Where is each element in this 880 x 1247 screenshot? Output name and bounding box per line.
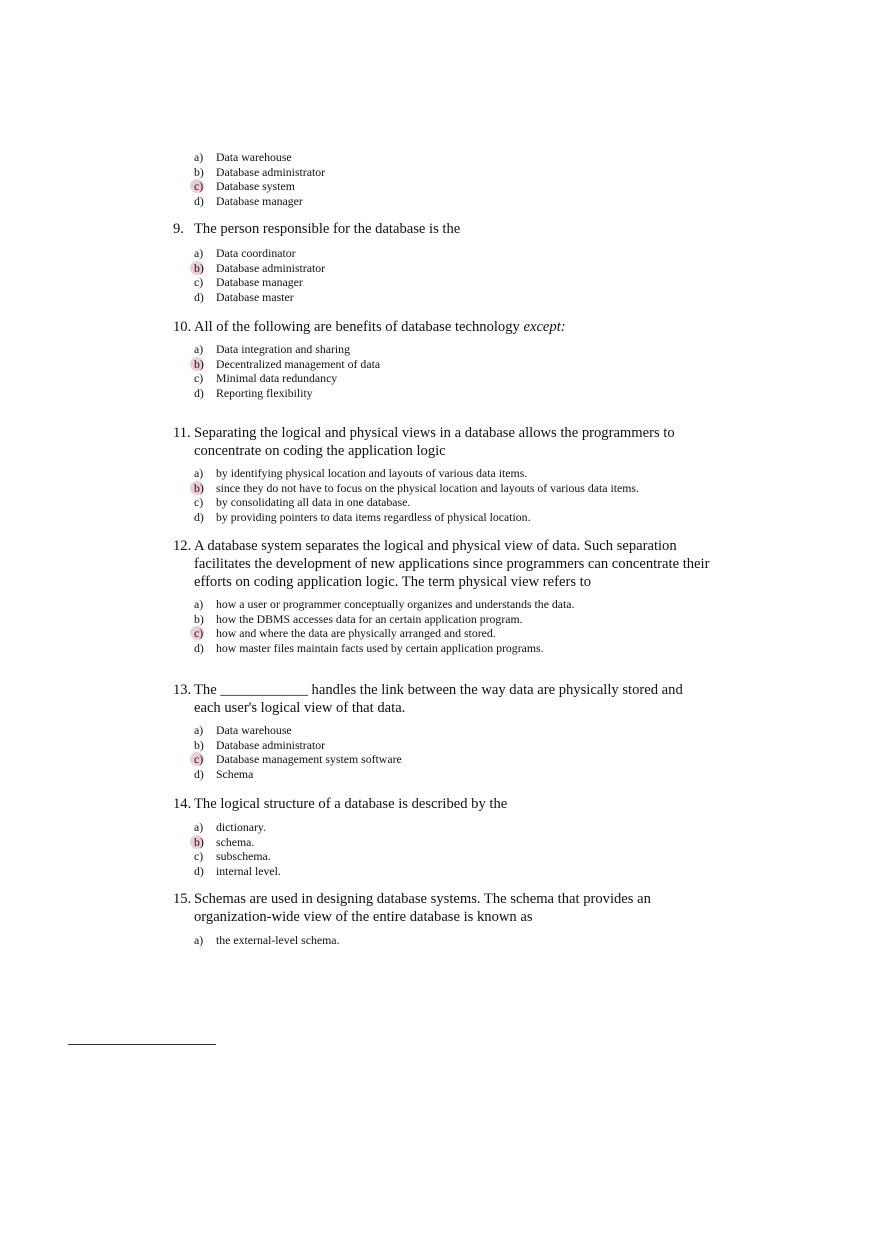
question-text-main: The ____________ handles the link between the way data are physically stored and each user's logical view of that data. bbox=[194, 682, 683, 716]
option-letter-text: a) bbox=[194, 723, 204, 737]
options-list bbox=[194, 820, 714, 878]
option-text: Data warehouse bbox=[216, 723, 292, 737]
question-text bbox=[194, 424, 713, 460]
option-letter bbox=[194, 510, 204, 525]
option-text: Reporting flexibility bbox=[216, 385, 313, 400]
option-text: Minimal data redundancy bbox=[216, 371, 338, 385]
option-item bbox=[194, 165, 714, 180]
option-text: how master files maintain facts used by certain application programs. bbox=[216, 640, 544, 655]
option-letter-text: b) bbox=[194, 480, 204, 495]
option-letter-text: d) bbox=[194, 766, 204, 781]
option-letter-text: d) bbox=[194, 385, 204, 400]
option-text: Database administrator bbox=[216, 164, 326, 179]
question-text bbox=[194, 890, 713, 926]
option-letter bbox=[194, 933, 203, 948]
answer-highlighted-letter bbox=[194, 835, 204, 850]
option-letter bbox=[194, 820, 203, 835]
option-item bbox=[194, 246, 714, 261]
option-item bbox=[194, 275, 714, 290]
option-letter bbox=[194, 194, 204, 209]
option-letter-text: c) bbox=[194, 371, 204, 385]
option-item bbox=[194, 723, 714, 738]
question-13 bbox=[173, 681, 713, 717]
question-number: 10. bbox=[173, 319, 192, 335]
option-item bbox=[194, 510, 714, 525]
option-letter bbox=[194, 849, 203, 864]
option-letter-text: a) bbox=[194, 597, 204, 611]
question-number: 9. bbox=[173, 221, 184, 237]
option-letter-text: d) bbox=[194, 640, 204, 655]
question-number: 13. bbox=[173, 682, 192, 698]
answer-highlighted-letter bbox=[194, 179, 203, 194]
option-letter-text: a) bbox=[194, 820, 204, 834]
options-list bbox=[194, 466, 714, 524]
question-text bbox=[194, 220, 713, 238]
question-text bbox=[194, 537, 713, 591]
question-text-main: Schemas are used in designing database systems. The schema that provides an organization-wide view of the entire database is known as bbox=[194, 891, 651, 925]
option-item bbox=[194, 738, 714, 753]
option-item bbox=[194, 371, 714, 386]
option-text: by consolidating all data in one database. bbox=[216, 495, 411, 509]
option-letter bbox=[194, 495, 203, 510]
option-text: Database administrator bbox=[216, 737, 326, 752]
option-text: subschema. bbox=[216, 849, 271, 863]
option-item bbox=[194, 150, 714, 165]
question-text-main: All of the following are benefits of database technology bbox=[194, 319, 524, 335]
option-text: Data integration and sharing bbox=[216, 342, 350, 356]
question-14 bbox=[173, 795, 713, 813]
question-number: 14. bbox=[173, 796, 192, 812]
option-text: how a user or programmer conceptually organizes and understands the data. bbox=[216, 597, 575, 611]
option-text: Database system bbox=[216, 179, 295, 193]
options-list bbox=[194, 246, 714, 304]
option-letter-text: d) bbox=[194, 509, 204, 524]
question-11 bbox=[173, 424, 713, 460]
option-text: Decentralized management of data bbox=[216, 356, 381, 371]
answer-highlighted-letter bbox=[194, 481, 204, 496]
option-text: Database manager bbox=[216, 193, 303, 208]
option-text: Schema bbox=[216, 766, 254, 781]
option-item bbox=[194, 194, 714, 209]
option-letter bbox=[194, 165, 204, 180]
option-letter-text: c) bbox=[194, 179, 204, 193]
option-letter bbox=[194, 275, 203, 290]
option-letter-text: c) bbox=[194, 626, 204, 640]
options-list bbox=[194, 150, 714, 208]
option-letter-text: b) bbox=[194, 260, 204, 275]
option-item bbox=[194, 386, 714, 401]
options-list bbox=[194, 933, 714, 948]
option-letter bbox=[194, 597, 203, 612]
option-letter-text: b) bbox=[194, 356, 204, 371]
question-text bbox=[194, 681, 713, 717]
option-text: Database master bbox=[216, 289, 294, 304]
option-letter-text: d) bbox=[194, 289, 204, 304]
option-item bbox=[194, 849, 714, 864]
question-text-main: A database system separates the logical and physical view of data. Such separation facilitates the development of new applications since programmers can concentrate their efforts on coding application logic. The term physical view refers to bbox=[194, 538, 710, 590]
answer-highlighted-letter bbox=[194, 626, 203, 641]
option-text: by identifying physical location and layouts of various data items. bbox=[216, 466, 528, 480]
option-item bbox=[194, 820, 714, 835]
option-letter bbox=[194, 641, 204, 656]
option-item bbox=[194, 495, 714, 510]
option-item bbox=[194, 466, 714, 481]
option-text: Database management system software bbox=[216, 752, 402, 766]
option-letter-text: a) bbox=[194, 933, 204, 947]
option-text: how and where the data are physically arranged and stored. bbox=[216, 626, 496, 640]
option-letter bbox=[194, 290, 204, 305]
option-text: internal level. bbox=[216, 863, 281, 878]
option-letter bbox=[194, 150, 203, 165]
answer-highlighted-letter bbox=[194, 357, 204, 372]
option-text: dictionary. bbox=[216, 820, 267, 834]
option-letter bbox=[194, 246, 203, 261]
option-item bbox=[194, 752, 714, 767]
option-letter-text: d) bbox=[194, 193, 204, 208]
question-text bbox=[194, 318, 713, 336]
option-letter-text: a) bbox=[194, 150, 204, 164]
question-text bbox=[194, 795, 713, 813]
question-number: 12. bbox=[173, 538, 192, 554]
option-text: Data warehouse bbox=[216, 150, 292, 164]
options-list bbox=[194, 597, 714, 655]
option-letter-text: c) bbox=[194, 495, 204, 509]
option-text: the external-level schema. bbox=[216, 933, 340, 947]
option-letter bbox=[194, 466, 203, 481]
question-text-main: The logical structure of a database is described by the bbox=[194, 796, 508, 812]
option-item bbox=[194, 357, 714, 372]
option-letter-text: c) bbox=[194, 275, 204, 289]
option-letter-text: b) bbox=[194, 834, 204, 849]
option-letter-text: c) bbox=[194, 752, 204, 766]
option-item bbox=[194, 179, 714, 194]
question-number: 15. bbox=[173, 891, 192, 907]
option-item bbox=[194, 612, 714, 627]
option-letter-text: d) bbox=[194, 863, 204, 878]
option-letter-text: b) bbox=[194, 737, 204, 752]
question-number: 11. bbox=[173, 425, 191, 441]
option-item bbox=[194, 597, 714, 612]
option-item bbox=[194, 835, 714, 850]
question-text-main: The person responsible for the database is the bbox=[194, 221, 461, 237]
question-emphasis: except: bbox=[523, 319, 566, 335]
option-letter bbox=[194, 738, 204, 753]
option-text: how the DBMS accesses data for an certain application program. bbox=[216, 611, 523, 626]
options-list bbox=[194, 342, 714, 400]
option-letter bbox=[194, 723, 203, 738]
option-item bbox=[194, 626, 714, 641]
option-letter-text: a) bbox=[194, 246, 204, 260]
option-item bbox=[194, 767, 714, 782]
option-letter-text: c) bbox=[194, 849, 204, 863]
option-item bbox=[194, 290, 714, 305]
option-letter bbox=[194, 342, 203, 357]
option-item bbox=[194, 864, 714, 879]
question-9 bbox=[173, 220, 713, 238]
option-text: Data coordinator bbox=[216, 246, 296, 260]
footnote-separator bbox=[68, 1044, 216, 1045]
question-15 bbox=[173, 890, 713, 926]
option-item bbox=[194, 933, 714, 948]
option-text: Database administrator bbox=[216, 260, 326, 275]
option-letter bbox=[194, 612, 204, 627]
answer-highlighted-letter bbox=[194, 261, 204, 276]
option-letter-text: b) bbox=[194, 164, 204, 179]
option-letter bbox=[194, 371, 203, 386]
option-item bbox=[194, 342, 714, 357]
option-letter-text: a) bbox=[194, 342, 204, 356]
options-list bbox=[194, 723, 714, 781]
option-letter bbox=[194, 386, 204, 401]
option-letter-text: b) bbox=[194, 611, 204, 626]
option-letter bbox=[194, 864, 204, 879]
option-letter-text: a) bbox=[194, 466, 204, 480]
question-text-main: Separating the logical and physical views in a database allows the programmers to concentrate on coding the application logic bbox=[194, 425, 675, 459]
option-letter bbox=[194, 767, 204, 782]
option-text: since they do not have to focus on the physical location and layouts of various data items. bbox=[216, 480, 639, 495]
option-text: by providing pointers to data items regardless of physical location. bbox=[216, 509, 531, 524]
option-item bbox=[194, 261, 714, 276]
question-12 bbox=[173, 537, 713, 591]
question-10 bbox=[173, 318, 713, 336]
option-item bbox=[194, 481, 714, 496]
option-text: schema. bbox=[216, 834, 255, 849]
option-text: Database manager bbox=[216, 275, 303, 289]
option-item bbox=[194, 641, 714, 656]
answer-highlighted-letter bbox=[194, 752, 203, 767]
